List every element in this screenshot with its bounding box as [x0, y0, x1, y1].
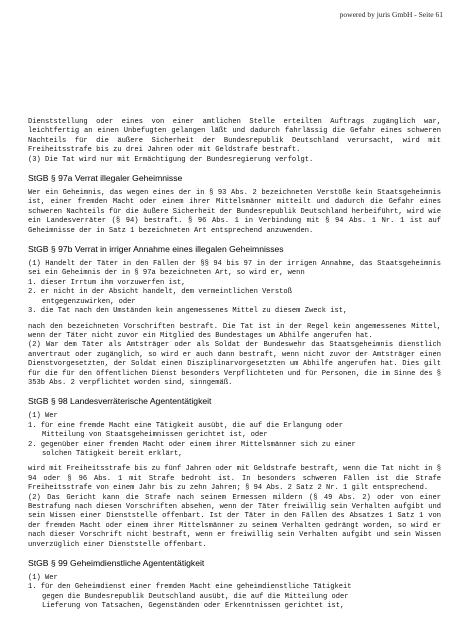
list-item-continuation: solchen Tätigkeit bereit erklärt,: [42, 449, 183, 458]
paragraph: (2) War dem Täter als Amtsträger oder als Soldat der Bundeswehr das Staatsgeheimnis dienstlich anvertraut oder zugänglich, so wird er auch dann bestraft, wenn nicht zuvor der Amtsträger einen Dienstvorgesetzten, der Soldat einen Disziplinarvorgesetzten um Abhilfe angerufen hat. Dies gilt für die für den öffentlichen Dienst besonders Verpflichteten und für Personen, die im Sinne des § 353b Abs. 2 verpflichtet worden sind, sinngemäß.: [28, 341, 441, 387]
list-item: 1. dieser Irrtum ihm vorzuwerfen ist,: [28, 278, 186, 287]
list-item-continuation: entgegenzuwirken, oder: [42, 297, 136, 306]
paragraph: (1) Handelt der Täter in den Fällen der §§ 94 bis 97 in der irrigen Annahme, das Staatsgeheimnis sei ein Geheimnis der in § 97a bezeichneten Art, so wird er, wenn: [28, 260, 441, 278]
list-intro: (1) Wer: [28, 574, 58, 583]
section-heading-99: StGB § 99 Geheimdienstliche Agententätigkeit: [28, 558, 205, 569]
list-intro: (1) Wer: [28, 412, 58, 421]
paragraph: (2) Das Gericht kann die Strafe nach seinem Ermessen mildern (§ 49 Abs. 2) oder von einer Bestrafung nach diesen Vorschriften absehen, wenn der Täter freiwillig sein Verhalten aufgibt und sein Wissen einer Dienststelle offenbart. Ist der Täter in den Fällen des Absatzes 1 Satz 1 von der fremden Macht oder einem ihrer Mittelsmänner zu seinem Verhalten gedrängt worden, so wird er nach dieser Vorschrift nicht bestraft, wenn er freiwillig sein Verhalten aufgibt und sein Wissen unverzüglich einer Dienststelle offenbart.: [28, 493, 441, 549]
list-item: 3. die Tat nach den Umständen kein angemessenes Mittel zu diesem Zweck ist,: [28, 307, 348, 316]
list-item: 1. für eine fremde Macht eine Tätigkeit ausübt, die auf die Erlangung oder: [28, 421, 344, 430]
paragraph: Wer ein Geheimnis, das wegen eines der in § 93 Abs. 2 bezeichneten Verstöße kein Staatsgeheimnis ist, einer fremden Macht oder einem ihrer Mittelsmänner mitteilt und dadurch die Gefahr eines schweren Nachteils für die äußere Sicherheit der Bundesrepublik Deutschland herbeiführt, wird wie ein Landesverräter (§ 94) bestraft. § 96 Abs. 1 in Verbindung mit § 94 Abs. 1 Nr. 1 ist auf Geheimnisse der in Satz 1 bezeichneten Art entsprechend anzuwenden.: [28, 189, 441, 235]
section-heading-97a: StGB § 97a Verrat illegaler Geheimnisse: [28, 173, 183, 184]
list-item-continuation: gegen die Bundesrepublik Deutschland ausübt, die auf die Mitteilung oder: [42, 592, 349, 601]
paragraph: nach den bezeichneten Vorschriften bestraft. Die Tat ist in der Regel kein angemessenes Mittel, wenn der Täter nicht zuvor ein Mitglied des Bundestages um Abhilfe angerufen hat.: [28, 322, 441, 340]
paragraph: (3) Die Tat wird nur mit Ermächtigung der Bundesregierung verfolgt.: [28, 155, 314, 164]
list-item: 2. er nicht in der Absicht handelt, dem vermeintlichen Verstoß: [28, 288, 292, 297]
section-heading-97b: StGB § 97b Verrat in irriger Annahme eines illegalen Geheimnisses: [28, 244, 284, 255]
list-item: 2. gegenüber einer fremden Macht oder einem ihrer Mittelsmänner sich zu einer: [28, 440, 356, 449]
paragraph: wird mit Freiheitsstrafe bis zu fünf Jahren oder mit Geldstrafe bestraft, wenn die Tat nicht in § 94 oder § 96 Abs. 1 mit Strafe bedroht ist. In besonders schweren Fällen ist die Strafe Freiheitsstrafe von einem Jahr bis zu zehn Jahren; § 94 Abs. 2 Satz 2 Nr. 1 gilt entsprechend.: [28, 465, 441, 493]
page-header: powered by juris GmbH - Seite 61: [339, 10, 443, 19]
paragraph: Dienststellung oder eines von einer amtlichen Stelle erteilten Auftrags zugänglich war, leichtfertig an einen Unbefugten gelangen läßt und dadurch fahrlässig die Gefahr eines schweren Nachteils für die äußere Sicherheit der Bundesrepublik Deutschland verursacht, wird mit Freiheitsstrafe bis zu drei Jahren oder mit Geldstrafe bestraft.: [28, 118, 441, 155]
page-content: [28, 118, 441, 612]
list-item-continuation: Lieferung von Tatsachen, Gegenständen oder Erkenntnissen gerichtet ist,: [42, 602, 345, 611]
list-item-continuation: Mitteilung von Staatsgeheimnissen gerichtet ist, oder: [42, 431, 268, 440]
list-item: 1. für den Geheimdienst einer fremden Macht eine geheimdienstliche Tätigkeit: [28, 583, 352, 592]
section-heading-98: StGB § 98 Landesverräterische Agententätigkeit: [28, 396, 212, 407]
